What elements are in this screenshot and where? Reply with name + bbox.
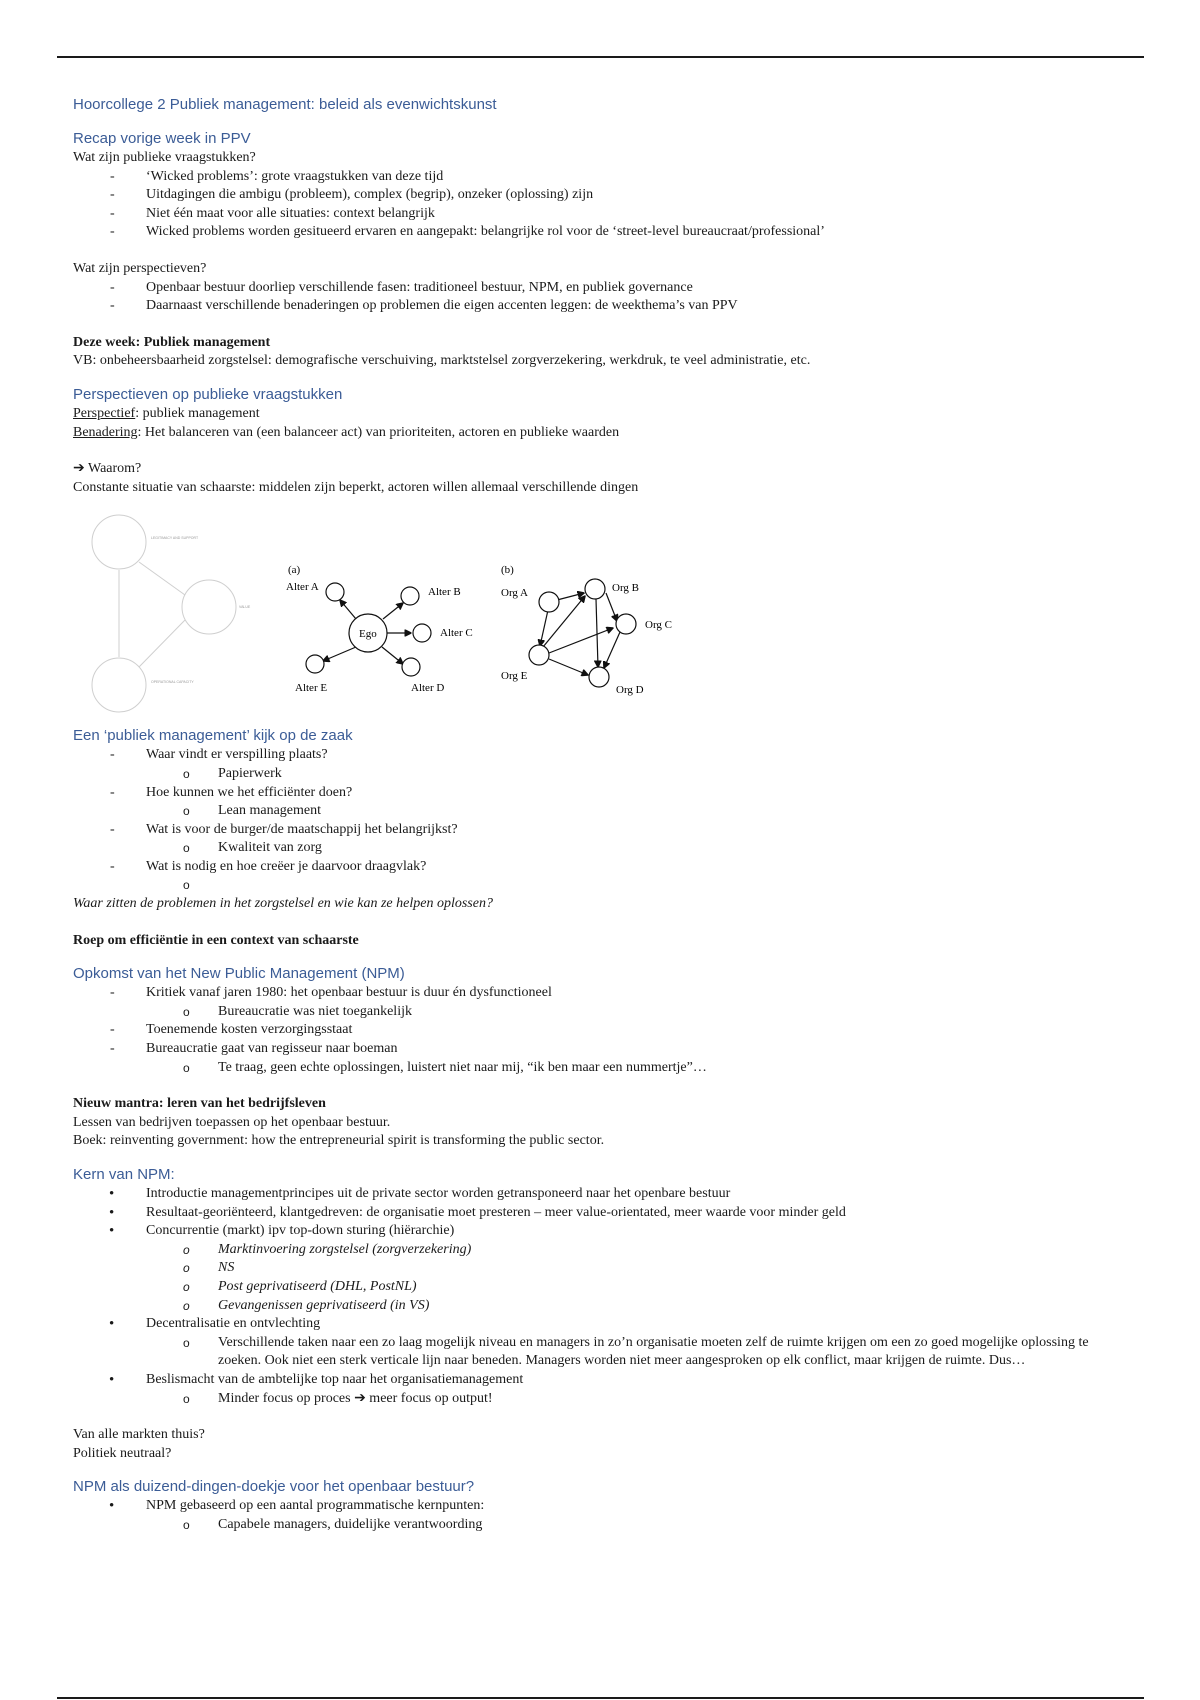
circle-value xyxy=(182,580,236,634)
list-subitem: o NS xyxy=(73,1259,1123,1278)
label-legitimacy: LEGITIMACY AND SUPPORT xyxy=(151,536,199,541)
edge xyxy=(323,647,356,661)
duizend-heading: NPM als duizend-dingen-doekje voor het openbaar bestuur? xyxy=(73,1478,475,1496)
edge xyxy=(549,628,613,653)
circle-capacity xyxy=(92,658,146,712)
list-item: - Kritiek vanaf jaren 1980: het openbaar bestuur is duur én dysfunctioneel xyxy=(73,984,1123,1003)
edge xyxy=(382,647,403,664)
edge xyxy=(540,610,548,646)
waarom-line: ➔ Waarom? xyxy=(73,461,142,477)
ego-label: Ego xyxy=(359,628,377,641)
list-subitem xyxy=(73,876,1123,895)
duizend-list xyxy=(73,1497,1123,1534)
recap-list-2 xyxy=(73,279,1123,316)
list-item: - Waar vindt er verspilling plaats? xyxy=(73,746,1123,765)
alter-c-label: Alter C xyxy=(440,627,473,640)
npm-list xyxy=(73,984,1123,1077)
org-d-label: Org D xyxy=(616,684,644,697)
mantra-line-2: Boek: reinventing government: how the entrepreneurial spirit is transforming the public sector. xyxy=(73,1133,605,1149)
week-heading: Deze week: Publiek management xyxy=(73,334,271,350)
circle-legitimacy xyxy=(92,515,146,569)
alter-e-label: Alter E xyxy=(295,682,328,695)
document-page xyxy=(73,95,1123,1535)
org-c-label: Org C xyxy=(645,619,672,632)
recap-heading: Recap vorige week in PPV xyxy=(73,130,251,147)
node-org-b xyxy=(585,579,605,599)
list-item: - Hoe kunnen we het efficiënter doen? xyxy=(73,784,1123,803)
pm-list xyxy=(73,746,1123,895)
org-network-diagram xyxy=(529,579,636,687)
markt-line-1: Van alle markten thuis? xyxy=(73,1427,205,1443)
pm-question: Waar zitten de problemen in het zorgstelsel en wie kan ze helpen oplossen? xyxy=(73,896,493,912)
node-alter-e xyxy=(306,655,324,673)
kern-list xyxy=(73,1185,1123,1408)
list-item: - Wicked problems worden gesitueerd ervaren en aangepakt: belangrijke rol voor de ‘street-level bureaucraat/professional’ xyxy=(73,223,1123,242)
panel-b-label: (b) xyxy=(501,564,514,577)
list-item: - Bureaucratie gaat van regisseur naar boeman xyxy=(73,1040,1123,1059)
node-org-a xyxy=(539,592,559,612)
edge xyxy=(549,659,588,675)
list-item: - Wat is nodig en hoe creëer je daarvoor draagvlak? xyxy=(73,858,1123,877)
edge xyxy=(604,632,620,668)
list-item: - Uitdagingen die ambigu (probleem), complex (begrip), onzeker (oplossing) zijn xyxy=(73,186,1123,205)
week-example: VB: onbeheersbaarheid zorgstelsel: demografische verschuiving, marktstelsel zorgverzekering, werkdruk, te veel administratie, etc. xyxy=(73,353,811,369)
edge xyxy=(557,593,584,600)
perspectives-heading: Perspectieven op publieke vraagstukken xyxy=(73,385,343,403)
npm-heading: Opkomst van het New Public Management (NPM) xyxy=(73,965,405,983)
list-item: - Openbaar bestuur doorliep verschillende fasen: traditioneel bestuur, NPM, en publiek governance xyxy=(73,279,1123,298)
edge xyxy=(596,599,598,667)
list-item: • Decentralisatie en ontvlechting xyxy=(73,1315,1123,1334)
node-alter-b xyxy=(401,587,419,605)
schaarste-line: Constante situatie van schaarste: middelen zijn beperkt, actoren willen allemaal verschillende dingen xyxy=(73,479,639,495)
perspectief-text: : publiek management xyxy=(135,405,260,421)
recap-question-2: Wat zijn perspectieven? xyxy=(73,260,207,276)
bottom-rule xyxy=(57,1697,1144,1699)
alter-d-label: Alter D xyxy=(411,682,445,695)
list-item: - ‘Wicked problems’: grote vraagstukken van deze tijd xyxy=(73,168,1123,187)
list-item: - Toenemende kosten verzorgingsstaat xyxy=(73,1021,1123,1040)
alter-b-label: Alter B xyxy=(428,586,461,599)
list-item: • Beslismacht van de ambtelijke top naar het organisatiemanagement xyxy=(73,1371,1123,1390)
triangle-edge xyxy=(139,562,185,595)
list-subitem: o Lean management xyxy=(73,802,1123,821)
node-alter-d xyxy=(402,658,420,676)
network-figure xyxy=(73,507,1123,722)
node-org-d xyxy=(589,667,609,687)
kern-heading: Kern van NPM: xyxy=(73,1166,175,1183)
recap-list-1 xyxy=(73,168,1123,242)
document-title: Hoorcollege 2 Publiek management: beleid als evenwichtskunst xyxy=(73,96,497,113)
list-subitem: o Verschillende taken naar een zo laag mogelijk niveau en managers in zo’n organisatie moeten zelf de ruimte krijgen om een zo goed mogelijke oplossing te zoeken. Ook niet een sterk verticale lijn naar beneden. Managers worden niet meer aangesproken op elk conflict, maar krijgen de ruimte. Dus… xyxy=(73,1334,1123,1371)
org-a-label: Org A xyxy=(501,587,528,600)
node-alter-a xyxy=(326,583,344,601)
list-subitem: o Post geprivatiseerd (DHL, PostNL) xyxy=(73,1278,1123,1297)
markt-line-2: Politiek neutraal? xyxy=(73,1445,172,1461)
mantra-heading: Nieuw mantra: leren van het bedrijfsleven xyxy=(73,1096,326,1112)
node-org-e xyxy=(529,645,549,665)
node-alter-c xyxy=(413,624,431,642)
org-e-label: Org E xyxy=(501,670,528,683)
label-value: VALUE xyxy=(239,605,251,610)
recap-question-1: Wat zijn publieke vraagstukken? xyxy=(73,150,256,165)
list-item: • Concurrentie (markt) ipv top-down sturing (hiërarchie) xyxy=(73,1222,1123,1241)
list-subitem: o Bureaucratie was niet toegankelijk xyxy=(73,1003,1123,1022)
list-item: - Daarnaast verschillende benaderingen op problemen die eigen accenten leggen: de weekthema’s van PPV xyxy=(73,297,1123,316)
list-subitem: o Marktinvoering zorgstelsel (zorgverzekering) xyxy=(73,1241,1123,1260)
list-subitem: o Kwaliteit van zorg xyxy=(73,839,1123,858)
list-subitem: o Minder focus op proces ➔ meer focus op output! xyxy=(73,1390,1123,1409)
label-capacity: OPERATIONAL CAPACITY xyxy=(151,680,194,685)
pm-heading: Een ‘publiek management’ kijk op de zaak xyxy=(73,727,353,745)
list-item: • Introductie managementprincipes uit de private sector worden getransponeerd naar het openbare bestuur xyxy=(73,1185,1123,1204)
edge xyxy=(383,603,403,619)
node-org-c xyxy=(616,614,636,634)
mantra-line-1: Lessen van bedrijven toepassen op het openbaar bestuur. xyxy=(73,1114,391,1130)
list-item: - Wat is voor de burger/de maatschappij het belangrijkst? xyxy=(73,821,1123,840)
perspectief-label: Perspectief xyxy=(73,405,136,421)
edge xyxy=(606,593,617,621)
benadering-label: Benadering xyxy=(73,424,138,440)
list-subitem: o Papierwerk xyxy=(73,765,1123,784)
edge xyxy=(340,600,356,619)
panel-a-label: (a) xyxy=(288,564,301,577)
list-item: • NPM gebaseerd op een aantal programmatische kernpunten: xyxy=(73,1497,1123,1516)
figure-svg xyxy=(73,507,743,722)
benadering-text: : Het balanceren van (een balanceer act) van prioriteiten, actoren en publieke waarden xyxy=(137,424,620,440)
top-rule xyxy=(57,56,1144,58)
org-b-label: Org B xyxy=(612,582,639,595)
alter-a-label: Alter A xyxy=(286,581,319,594)
list-item: - Niet één maat voor alle situaties: context belangrijk xyxy=(73,205,1123,224)
list-subitem: o Te traag, geen echte oplossingen, luistert niet naar mij, “ik ben maar een nummertje”… xyxy=(73,1059,1123,1078)
roep-heading: Roep om efficiëntie in een context van schaarste xyxy=(73,932,359,948)
benadering-line xyxy=(73,424,1123,443)
list-subitem: o Gevangenissen geprivatiseerd (in VS) xyxy=(73,1297,1123,1316)
list-subitem: o Capabele managers, duidelijke verantwoording xyxy=(73,1516,1123,1535)
list-item: • Resultaat-georiënteerd, klantgedreven: de organisatie moet presteren – meer value-orientated, meer waarde voor minder geld xyxy=(73,1204,1123,1223)
triangle-edge xyxy=(139,620,185,667)
perspectief-line xyxy=(73,405,1123,424)
